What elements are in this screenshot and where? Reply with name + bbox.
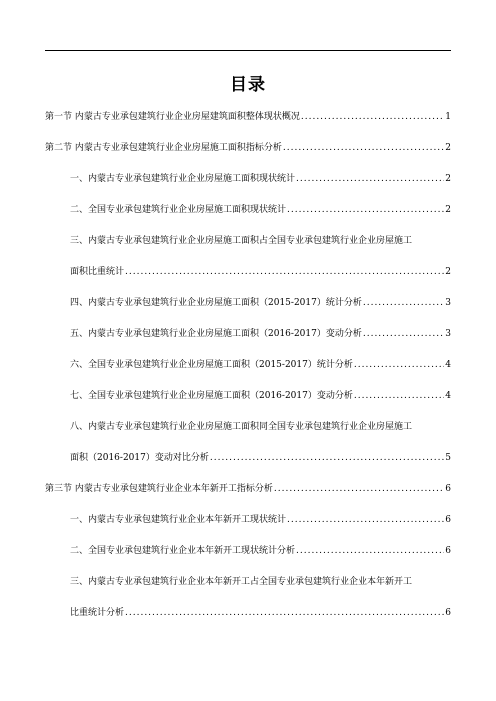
toc-entry-label: 二、全国专业承包建筑行业企业本年新开工现状统计分析 <box>70 546 296 556</box>
toc-page-number: 2 <box>445 174 451 184</box>
toc-entry-2-3-line1[interactable]: 三、内蒙古专业承包建筑行业企业房屋施工面积占全国专业承包建筑行业企业房屋施工 <box>70 236 413 246</box>
toc-entry-label: 比重统计分析 <box>70 608 125 618</box>
toc-leader-dots <box>354 359 444 371</box>
toc-leader-dots <box>283 142 444 154</box>
toc-entry-label: 第二节 内蒙古专业承包建筑行业企业房屋施工面积指标分析 <box>45 143 282 153</box>
toc-entry-3-3[interactable] <box>70 607 451 619</box>
toc-entry-2-2[interactable] <box>70 204 451 216</box>
toc-entry-2-3[interactable] <box>70 266 451 278</box>
toc-entry-3-1[interactable] <box>70 514 451 526</box>
toc-entry-label: 面积比重统计 <box>70 267 125 277</box>
toc-page-number: 4 <box>445 391 451 401</box>
toc-entry-label: 一、内蒙古专业承包建筑行业企业房屋施工面积现状统计 <box>70 174 296 184</box>
toc-leader-dots <box>287 204 444 216</box>
toc-page-number: 6 <box>445 484 451 494</box>
toc-leader-dots <box>125 607 444 619</box>
toc-leader-dots <box>274 483 444 495</box>
toc-page-number: 6 <box>445 608 451 618</box>
toc-entry-2-4[interactable] <box>70 297 451 309</box>
toc-entry-label: 五、内蒙古专业承包建筑行业企业房屋施工面积（2016-2017）变动分析 <box>70 329 362 339</box>
toc-page-number: 3 <box>445 298 451 308</box>
toc-leader-dots <box>296 173 444 185</box>
toc-entry-section-3[interactable] <box>45 483 451 495</box>
toc-entry-section-1[interactable] <box>45 111 451 123</box>
toc-entry-2-7[interactable] <box>70 390 451 402</box>
toc-leader-dots <box>301 111 444 123</box>
toc-leader-dots <box>287 514 444 526</box>
toc-entry-label: 面积（2016-2017）变动对比分析 <box>70 453 209 463</box>
toc-entry-section-2[interactable] <box>45 142 451 154</box>
toc-page-number: 6 <box>445 515 451 525</box>
toc-entry-label: 六、全国专业承包建筑行业企业房屋施工面积（2015-2017）统计分析 <box>70 360 353 370</box>
toc-entry-label: 第一节 内蒙古专业承包建筑行业企业房屋建筑面积整体现状概况 <box>45 112 300 122</box>
toc-page-number: 1 <box>445 112 451 122</box>
toc-page-number: 2 <box>445 267 451 277</box>
toc-page-number: 2 <box>445 205 451 215</box>
toc-leader-dots <box>363 297 444 309</box>
toc-leader-dots <box>296 545 444 557</box>
toc-entry-2-5[interactable] <box>70 328 451 340</box>
toc-entry-3-2[interactable] <box>70 545 451 557</box>
page-title: 目录 <box>230 75 266 95</box>
toc-entry-2-6[interactable] <box>70 359 451 371</box>
toc-leader-dots <box>210 452 444 464</box>
toc-entry-label: 一、内蒙古专业承包建筑行业企业本年新开工现状统计 <box>70 515 287 525</box>
toc-page-number: 3 <box>445 329 451 339</box>
toc-entry-2-8[interactable] <box>70 452 451 464</box>
toc-entry-2-1[interactable] <box>70 173 451 185</box>
toc-leader-dots <box>363 328 444 340</box>
toc-entry-label: 七、全国专业承包建筑行业企业房屋施工面积（2016-2017）变动分析 <box>70 391 353 401</box>
toc-leader-dots <box>125 266 444 278</box>
toc-entry-3-3-line1[interactable]: 三、内蒙古专业承包建筑行业企业本年新开工占全国专业承包建筑行业企业本年新开工 <box>70 577 413 587</box>
toc-entry-label: 四、内蒙古专业承包建筑行业企业房屋施工面积（2015-2017）统计分析 <box>70 298 362 308</box>
toc-page-number: 4 <box>445 360 451 370</box>
toc-leader-dots <box>354 390 444 402</box>
toc-page-number: 5 <box>445 453 451 463</box>
toc-entry-label: 二、全国专业承包建筑行业企业房屋施工面积现状统计 <box>70 205 287 215</box>
toc-entry-label: 第三节 内蒙古专业承包建筑行业企业本年新开工指标分析 <box>45 484 273 494</box>
toc-page-number: 6 <box>445 546 451 556</box>
toc-entry-2-8-line1[interactable]: 八、内蒙古专业承包建筑行业企业房屋施工面积同全国专业承包建筑行业企业房屋施工 <box>70 422 413 432</box>
toc-page-number: 2 <box>445 143 451 153</box>
